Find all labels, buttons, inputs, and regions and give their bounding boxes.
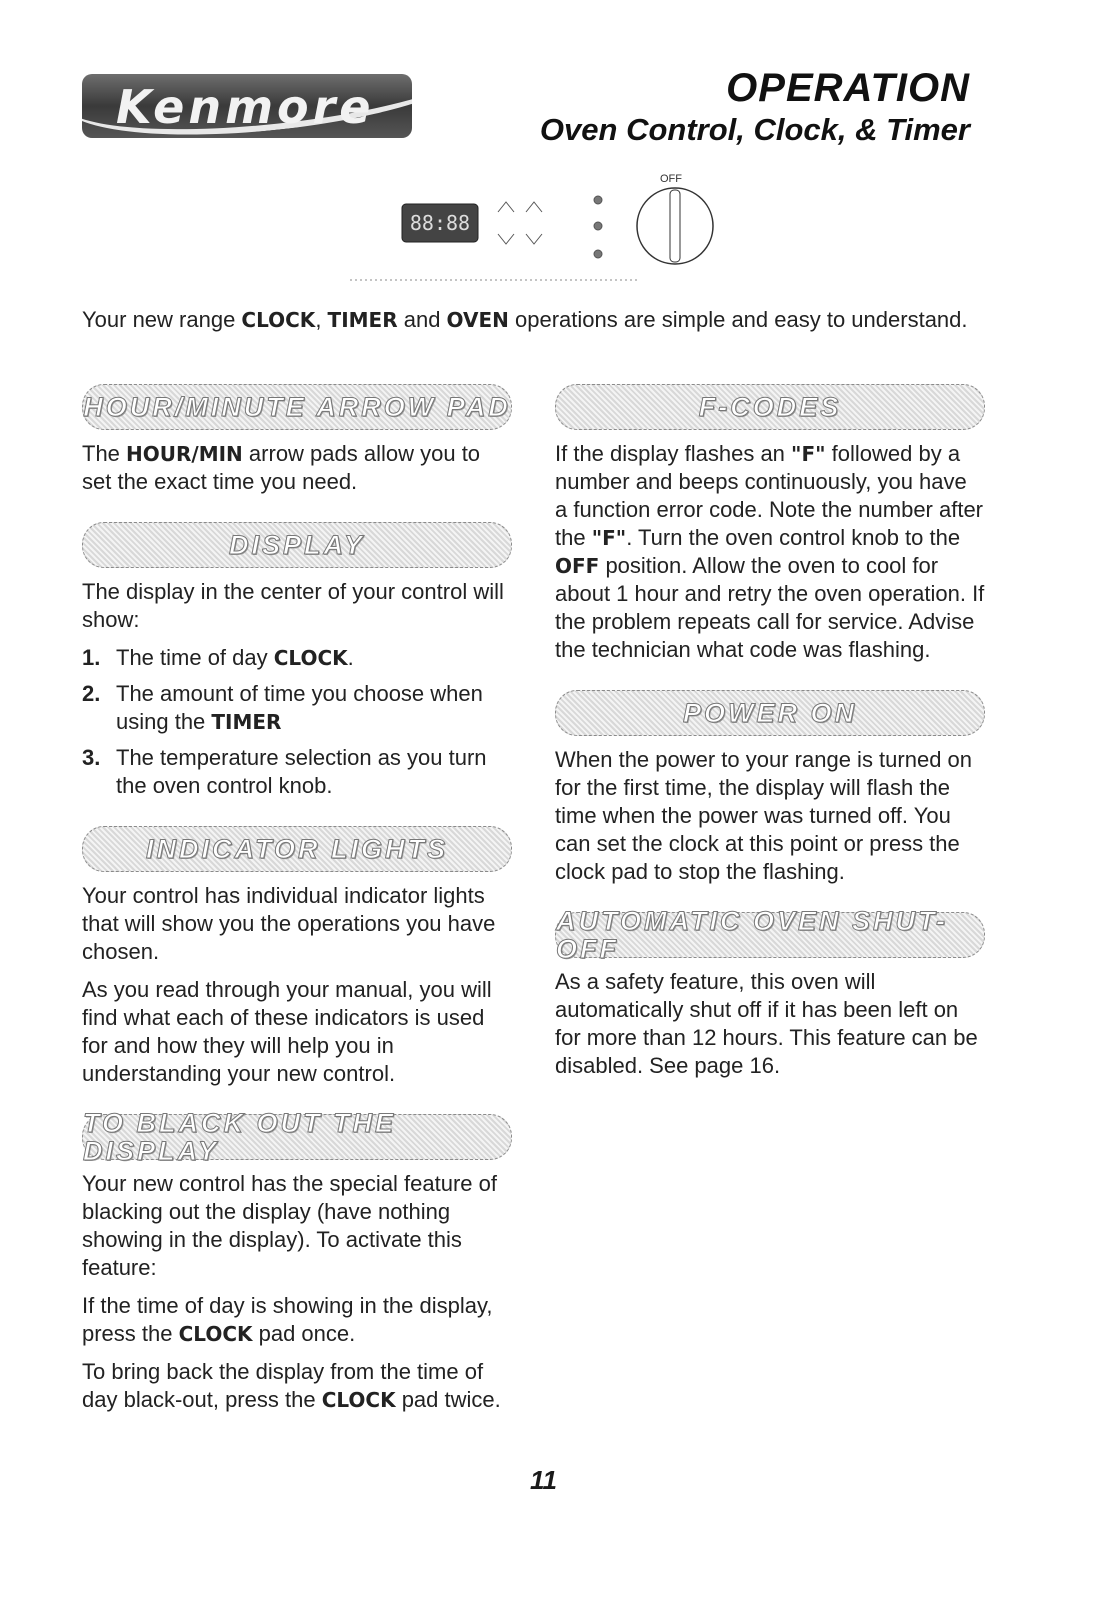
indicator-section xyxy=(82,826,512,1088)
display-intro: The display in the center of your control will show: xyxy=(82,579,504,632)
blackout-banner: TO BLACK OUT THE DISPLAY xyxy=(82,1114,512,1160)
right-column xyxy=(555,384,985,1106)
page-subtitle: Oven Control, Clock, & Timer xyxy=(539,112,970,147)
intro-paragraph: Your new range CLOCK, TIMER and OVEN operations are simple and easy to understand. xyxy=(82,307,968,332)
shutoff-text: As a safety feature, this oven will automatically shut off if it has been left on for more than 12 hours. This feature can be disabled. See page 16. xyxy=(555,969,978,1078)
page-title: OPERATION xyxy=(726,66,970,110)
logo-text: Kenmore xyxy=(116,80,375,134)
hour-minute-banner: HOUR/MINUTE ARROW PAD xyxy=(82,384,512,430)
off-label: OFF xyxy=(660,173,682,185)
power-text: When the power to your range is turned on for the first time, the display will flash the time when the power was turned off. You can set the clock at this point or press the clock pad to stop the flashing. xyxy=(555,747,973,884)
control-panel-illustration xyxy=(340,168,770,303)
fcodes-banner: F-CODES xyxy=(555,384,985,430)
display-list xyxy=(82,644,512,800)
display-section xyxy=(82,522,512,800)
blackout-text-3: To bring back the display from the time of day black-out, press the CLOCK pad twice. xyxy=(82,1359,501,1412)
list-item: 3. The temperature selection as you turn the oven control knob. xyxy=(82,745,487,798)
left-column xyxy=(82,384,512,1440)
hour-minute-text: The HOUR/MIN arrow pads allow you to set the exact time you need. xyxy=(82,441,481,494)
blackout-text-2: If the time of day is showing in the display, press the CLOCK pad once. xyxy=(82,1293,493,1346)
shutoff-banner: AUTOMATIC OVEN SHUT-OFF xyxy=(555,912,985,958)
oven-on-light-icon xyxy=(594,196,602,204)
power-banner: POWER ON xyxy=(555,690,985,736)
indicator-text-1: Your control has individual indicator lights that will show you the operations you have chosen. xyxy=(82,883,496,964)
clock-display-digits: 88:88 xyxy=(409,211,471,235)
hour-minute-section xyxy=(82,384,512,496)
blackout-text-1: Your new control has the special feature of blacking out the display (have nothing showing in the display). To activate this feature: xyxy=(82,1171,498,1280)
shutoff-section xyxy=(555,906,985,1080)
indicator-text-2: As you read through your manual, you will find what each of these indicators is used for and how they will help you in understanding your new control. xyxy=(82,977,492,1086)
kenmore-logo xyxy=(82,74,412,138)
hour-up-arrow-icon xyxy=(498,202,514,212)
list-item: 1. The time of day CLOCK. xyxy=(82,645,354,670)
preheat-light-icon xyxy=(594,250,602,258)
list-item: 2. The amount of time you choose when using the TIMER xyxy=(82,681,483,734)
clean-light-icon xyxy=(594,222,602,230)
fcodes-text: If the display flashes an "F" followed by a number and beeps continuously, you have a function error code. Note the number after the "F". Turn the oven control knob to the OFF position. Allow the oven to cool for about 1 hour and retry the oven operation. If the problem repeats call for service. Advise the technician what code was flashing. xyxy=(555,441,985,662)
power-section xyxy=(555,690,985,886)
blackout-section xyxy=(82,1108,512,1414)
hour-down-arrow-icon xyxy=(498,234,514,244)
display-banner: DISPLAY xyxy=(82,522,512,568)
page-number: 11 xyxy=(530,1465,557,1495)
min-up-arrow-icon xyxy=(526,202,542,212)
oven-knob-icon xyxy=(637,188,713,264)
indicator-banner: INDICATOR LIGHTS xyxy=(82,826,512,872)
knob-pointer xyxy=(670,190,680,262)
min-down-arrow-icon xyxy=(526,234,542,244)
fcodes-section xyxy=(555,384,985,664)
